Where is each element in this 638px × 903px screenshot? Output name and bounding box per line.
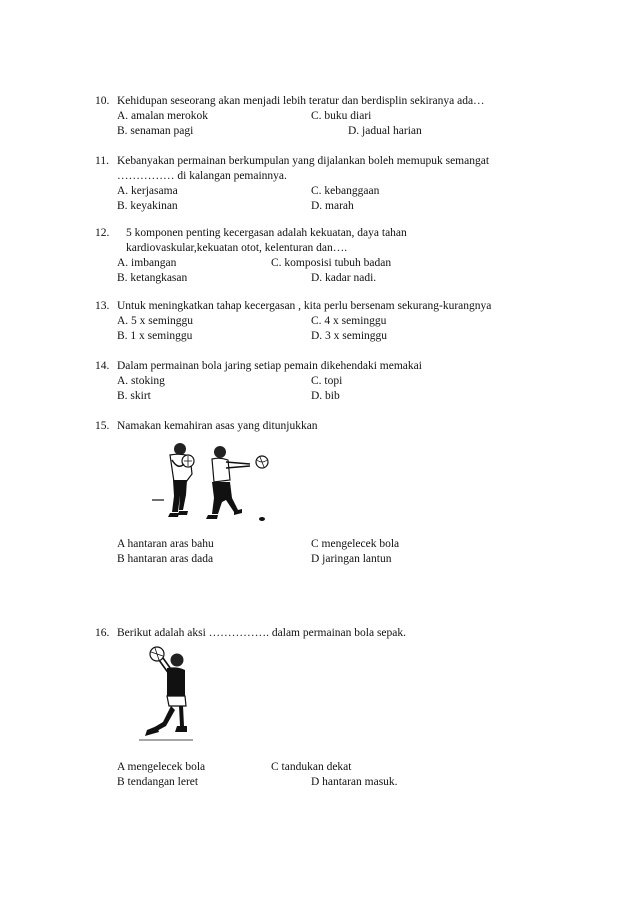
q14-option-c: C. topi bbox=[311, 375, 343, 387]
q14-option-d: D. bib bbox=[311, 390, 340, 402]
q10-option-d: D. jadual harian bbox=[348, 125, 422, 137]
player-two-figure bbox=[206, 446, 250, 519]
q15-option-d: D jaringan lantun bbox=[311, 553, 392, 565]
q13-option-c: C. 4 x seminggu bbox=[311, 315, 387, 327]
q12-text: 5 komponen penting kecergasan adalah kekuatan, daya tahan bbox=[126, 227, 407, 239]
netball-chest-pass-illustration bbox=[150, 440, 280, 525]
q12-number: 12. bbox=[95, 227, 110, 239]
q11-option-b: B. keyakinan bbox=[117, 200, 178, 212]
q12-option-d: D. kadar nadi. bbox=[311, 272, 377, 284]
q10-number: 10. bbox=[95, 95, 110, 107]
q15-option-a: A hantaran aras bahu bbox=[117, 538, 214, 550]
q14-number: 14. bbox=[95, 360, 110, 372]
q14-option-a: A. stoking bbox=[117, 375, 165, 387]
q14-text: Dalam permainan bola jaring setiap pemain dikehendaki memakai bbox=[117, 360, 422, 372]
q11-number: 11. bbox=[95, 155, 109, 167]
q13-option-a: A. 5 x seminggu bbox=[117, 315, 194, 327]
q11-text-line2: …………… di kalangan pemainnya. bbox=[117, 170, 287, 182]
q13-number: 13. bbox=[95, 300, 110, 312]
q12-option-a: A. imbangan bbox=[117, 257, 177, 269]
football-ball bbox=[150, 647, 164, 661]
q15-number: 15. bbox=[95, 420, 110, 432]
q10-text: Kehidupan seseorang akan menjadi lebih teratur dan berdisplin sekiranya ada… bbox=[117, 95, 485, 107]
q16-number: 16. bbox=[95, 627, 110, 639]
q12-option-c: C. komposisi tubuh badan bbox=[271, 257, 392, 269]
q10-option-c: C. buku diari bbox=[311, 110, 372, 122]
q13-option-b: B. 1 x seminggu bbox=[117, 330, 193, 342]
q16-option-a: A mengelecek bola bbox=[117, 761, 206, 773]
q11-option-d: D. marah bbox=[311, 200, 354, 212]
q10-option-a: A. amalan merokok bbox=[117, 110, 209, 122]
q16-text: Berikut adalah aksi ……………. dalam permainan bola sepak. bbox=[117, 627, 407, 639]
q16-option-d: D hantaran masuk. bbox=[311, 776, 398, 788]
q15-option-c: C mengelecek bola bbox=[311, 538, 400, 550]
q16-option-b: B tendangan leret bbox=[117, 776, 199, 788]
q15-option-b: B hantaran aras dada bbox=[117, 553, 214, 565]
q12-text-line2: kardiovaskular,kekuatan otot, kelenturan dan…. bbox=[126, 242, 348, 254]
q10-option-b: B. senaman pagi bbox=[117, 125, 194, 137]
soccer-throw-in-illustration bbox=[135, 644, 205, 749]
q13-option-d: D. 3 x seminggu bbox=[311, 330, 388, 342]
q16-option-c: C tandukan dekat bbox=[271, 761, 352, 773]
q14-option-b: B. skirt bbox=[117, 390, 151, 402]
q13-text: Untuk meningkatkan tahap kecergasan , kita perlu bersenam sekurang-kurangnya bbox=[117, 300, 492, 312]
q11-option-a: A. kerjasama bbox=[117, 185, 178, 197]
q12-option-b: B. ketangkasan bbox=[117, 272, 188, 284]
q11-option-c: C. kebanggaan bbox=[311, 185, 380, 197]
player-one-figure bbox=[168, 443, 194, 517]
netball-ball bbox=[256, 456, 268, 468]
q15-text: Namakan kemahiran asas yang ditunjukkan bbox=[117, 420, 318, 432]
q11-text: Kebanyakan permainan berkumpulan yang dijalankan boleh memupuk semangat bbox=[117, 155, 490, 167]
